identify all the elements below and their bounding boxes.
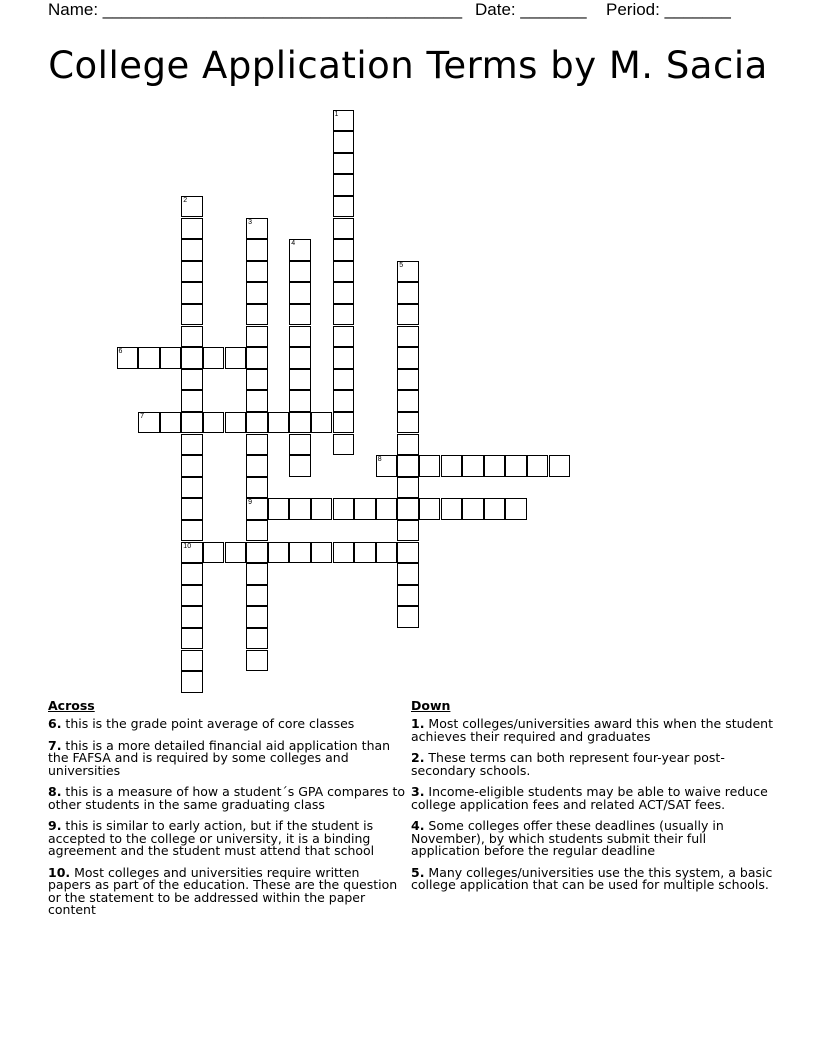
grid-cell[interactable]	[333, 498, 355, 520]
grid-cell[interactable]	[246, 304, 268, 326]
grid-cell[interactable]	[397, 304, 419, 326]
grid-cell[interactable]	[397, 498, 419, 520]
date-field[interactable]: Date: _______	[475, 0, 587, 19]
grid-cell[interactable]	[376, 498, 398, 520]
grid-cell[interactable]	[246, 650, 268, 672]
clue-number: 10.	[48, 864, 71, 880]
grid-cell[interactable]	[333, 347, 355, 369]
grid-cell[interactable]	[289, 412, 311, 434]
grid-cell[interactable]	[246, 628, 268, 650]
grid-cell[interactable]	[246, 369, 268, 391]
grid-cell[interactable]	[397, 282, 419, 304]
grid-cell[interactable]	[181, 282, 203, 304]
grid-cell[interactable]	[333, 434, 355, 456]
grid-cell[interactable]	[181, 239, 203, 261]
grid-cell[interactable]	[181, 347, 203, 369]
clue-number: 2.	[411, 750, 425, 765]
cell-number: 5	[399, 261, 404, 269]
grid-cell[interactable]	[289, 542, 311, 564]
grid-cell[interactable]	[203, 412, 225, 434]
grid-cell[interactable]	[419, 498, 441, 520]
grid-cell[interactable]	[246, 585, 268, 607]
grid-cell[interactable]	[397, 455, 419, 477]
down-heading: Down	[411, 698, 451, 713]
grid-cell[interactable]	[181, 650, 203, 672]
cell-number: 6	[118, 348, 123, 356]
clue-item	[48, 820, 406, 858]
grid-cell[interactable]	[181, 390, 203, 412]
grid-cell[interactable]	[527, 455, 549, 477]
clue-number: 7.	[48, 737, 62, 753]
grid-cell[interactable]	[397, 585, 419, 607]
clue-item	[411, 752, 773, 777]
grid-cell[interactable]	[333, 218, 355, 240]
grid-cell[interactable]	[268, 498, 290, 520]
grid-cell[interactable]	[289, 326, 311, 348]
grid-cell[interactable]	[225, 412, 247, 434]
grid-cell[interactable]	[441, 455, 463, 477]
grid-cell[interactable]	[333, 282, 355, 304]
clue-item	[411, 820, 773, 858]
grid-cell[interactable]	[289, 304, 311, 326]
across-heading: Across	[48, 698, 95, 713]
grid-cell[interactable]	[160, 347, 182, 369]
grid-cell[interactable]	[289, 455, 311, 477]
grid-cell[interactable]	[268, 412, 290, 434]
grid-cell[interactable]	[225, 347, 247, 369]
grid-cell[interactable]	[289, 390, 311, 412]
grid-cell[interactable]	[181, 326, 203, 348]
grid-cell[interactable]	[246, 412, 268, 434]
grid-cell[interactable]	[333, 412, 355, 434]
grid-cell[interactable]	[333, 196, 355, 218]
clue-text: this is the grade point average of core classes	[61, 716, 355, 731]
grid-cell[interactable]	[181, 369, 203, 391]
grid-cell[interactable]	[289, 434, 311, 456]
grid-cell[interactable]	[397, 434, 419, 456]
grid-cell[interactable]	[181, 671, 203, 693]
clue-text: Most colleges and universities require written papers as part of the education. These are the question or the statement to be addressed within the paper content	[48, 864, 398, 917]
grid-cell[interactable]	[505, 455, 527, 477]
grid-cell[interactable]	[246, 347, 268, 369]
grid-cell[interactable]	[441, 498, 463, 520]
grid-cell[interactable]	[246, 282, 268, 304]
grid-cell[interactable]	[246, 326, 268, 348]
grid-cell[interactable]	[397, 261, 419, 283]
cell-number: 8	[377, 456, 382, 464]
grid-cell[interactable]	[181, 455, 203, 477]
grid-cell[interactable]	[333, 369, 355, 391]
grid-cell[interactable]	[246, 477, 268, 499]
grid-cell[interactable]	[354, 498, 376, 520]
grid-cell[interactable]	[333, 326, 355, 348]
grid-cell[interactable]	[289, 347, 311, 369]
grid-cell[interactable]	[333, 261, 355, 283]
grid-cell[interactable]	[289, 498, 311, 520]
grid-cell[interactable]	[333, 239, 355, 261]
cell-number: 9	[248, 499, 252, 507]
grid-cell[interactable]	[311, 412, 333, 434]
grid-cell[interactable]	[289, 369, 311, 391]
grid-cell[interactable]	[181, 261, 203, 283]
clue-item	[411, 718, 773, 743]
grid-cell[interactable]	[246, 218, 268, 240]
name-field[interactable]: Name: ______________________________________	[48, 0, 463, 19]
grid-cell[interactable]	[117, 347, 139, 369]
grid-cell[interactable]	[181, 412, 203, 434]
grid-cell[interactable]	[181, 628, 203, 650]
grid-cell[interactable]	[397, 477, 419, 499]
grid-cell[interactable]	[419, 455, 441, 477]
clue-number: 8.	[48, 784, 62, 799]
grid-cell[interactable]	[462, 455, 484, 477]
clue-text: These terms can both represent four-year post-secondary schools.	[411, 750, 725, 778]
grid-cell[interactable]	[397, 326, 419, 348]
clue-number: 9.	[48, 818, 62, 833]
grid-cell[interactable]	[333, 153, 355, 175]
grid-cell[interactable]	[333, 131, 355, 153]
grid-cell[interactable]	[289, 261, 311, 283]
grid-cell[interactable]	[246, 434, 268, 456]
grid-cell[interactable]	[397, 412, 419, 434]
grid-cell[interactable]	[160, 412, 182, 434]
clue-number: 5.	[411, 864, 425, 880]
grid-cell[interactable]	[246, 261, 268, 283]
grid-cell[interactable]	[333, 390, 355, 412]
clue-text: Most colleges/universities award this when the student achieves their required and graduates	[411, 716, 773, 744]
grid-cell[interactable]	[181, 434, 203, 456]
grid-cell[interactable]	[333, 542, 355, 564]
grid-cell[interactable]	[311, 542, 333, 564]
grid-cell[interactable]	[246, 455, 268, 477]
clue-item	[48, 737, 406, 778]
grid-cell[interactable]	[268, 542, 290, 564]
clue-text: this is a measure of how a student´s GPA compares to other students in the same graduating class	[48, 784, 406, 812]
grid-cell[interactable]	[246, 563, 268, 585]
clue-number: 6.	[48, 716, 62, 731]
cell-number: 1	[334, 110, 339, 118]
period-field[interactable]: Period: _______	[606, 0, 731, 19]
clue-text: Income-eligible students may be able to waive reduce college application fees and related ACT/SAT fees.	[411, 784, 768, 812]
grid-cell[interactable]	[203, 542, 225, 564]
grid-cell[interactable]	[181, 520, 203, 542]
grid-cell[interactable]	[333, 110, 355, 132]
grid-cell[interactable]	[289, 282, 311, 304]
grid-cell[interactable]	[462, 498, 484, 520]
clue-text: this is a more detailed financial aid application than the FAFSA and is required by some colleges and universities	[48, 737, 391, 778]
grid-cell[interactable]	[397, 347, 419, 369]
grid-cell[interactable]	[181, 218, 203, 240]
puzzle-title: College Application Terms by M. Sacia	[48, 44, 768, 87]
clue-item	[411, 786, 773, 811]
grid-cell[interactable]	[246, 498, 268, 520]
clue-item	[411, 864, 773, 892]
grid-cell[interactable]	[484, 498, 506, 520]
grid-cell[interactable]	[246, 239, 268, 261]
grid-cell[interactable]	[181, 585, 203, 607]
across-clues	[48, 700, 406, 926]
clue-text: Many colleges/universities use the this system, a basic college application that can be used for multiple schools.	[411, 864, 773, 892]
clue-number: 4.	[411, 818, 425, 833]
grid-cell[interactable]	[397, 563, 419, 585]
grid-cell[interactable]	[225, 542, 247, 564]
grid-cell[interactable]	[505, 498, 527, 520]
grid-cell[interactable]	[181, 196, 203, 218]
grid-cell[interactable]	[203, 347, 225, 369]
cell-number: 2	[183, 196, 188, 204]
grid-cell[interactable]	[181, 304, 203, 326]
grid-cell[interactable]	[376, 542, 398, 564]
grid-cell[interactable]	[181, 606, 203, 628]
cell-number: 7	[140, 412, 144, 420]
down-clues	[411, 700, 773, 901]
clue-number: 3.	[411, 784, 425, 799]
cell-number: 4	[291, 240, 296, 248]
grid-cell[interactable]	[246, 606, 268, 628]
grid-cell[interactable]	[246, 390, 268, 412]
clue-item	[48, 786, 406, 811]
grid-cell[interactable]	[354, 542, 376, 564]
grid-cell[interactable]	[246, 520, 268, 542]
grid-cell[interactable]	[181, 542, 203, 564]
grid-cell[interactable]	[397, 542, 419, 564]
grid-cell[interactable]	[397, 606, 419, 628]
grid-cell[interactable]	[397, 369, 419, 391]
grid-cell[interactable]	[181, 498, 203, 520]
clue-text: this is similar to early action, but if the student is accepted to the college or university, it is a binding agreement and the student must attend that school	[48, 818, 375, 858]
clue-item	[48, 718, 406, 731]
grid-cell[interactable]	[181, 563, 203, 585]
grid-cell[interactable]	[397, 390, 419, 412]
cell-number: 10	[183, 542, 192, 550]
grid-cell[interactable]	[246, 542, 268, 564]
clue-text: Some colleges offer these deadlines (usually in November), by which students submit their full application before the regular deadline	[411, 818, 724, 858]
clue-item	[48, 864, 406, 917]
grid-cell[interactable]	[181, 477, 203, 499]
grid-cell[interactable]	[138, 347, 160, 369]
grid-cell[interactable]	[311, 498, 333, 520]
grid-cell[interactable]	[333, 304, 355, 326]
clue-number: 1.	[411, 716, 425, 731]
grid-cell[interactable]	[289, 239, 311, 261]
grid-cell[interactable]	[333, 174, 355, 196]
grid-cell[interactable]	[549, 455, 571, 477]
cell-number: 3	[248, 218, 252, 226]
grid-cell[interactable]	[397, 520, 419, 542]
grid-cell[interactable]	[376, 455, 398, 477]
grid-cell[interactable]	[138, 412, 160, 434]
grid-cell[interactable]	[484, 455, 506, 477]
